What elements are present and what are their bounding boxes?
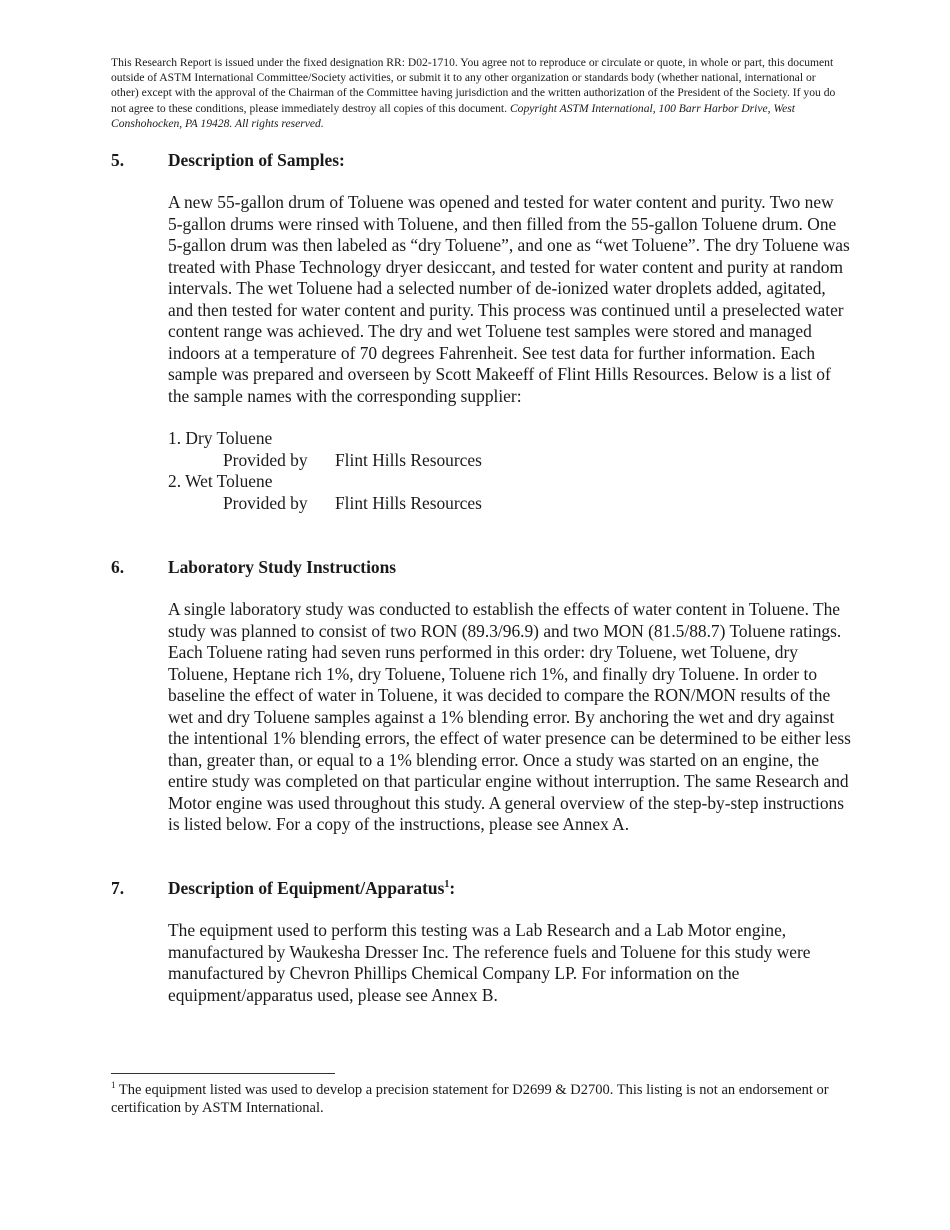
section-description-of-equipment [111, 877, 851, 1006]
footnote [111, 1081, 831, 1117]
section-laboratory-study-instructions [111, 556, 851, 836]
list-item [168, 428, 851, 471]
sample-list [168, 428, 851, 514]
section-description-of-samples [111, 149, 851, 514]
section-title: Description of Equipment/Apparatus [168, 878, 445, 898]
sample-name: 2. Wet Toluene [168, 471, 273, 491]
section-number: 6. [111, 557, 125, 577]
section-heading [111, 149, 851, 171]
list-item [168, 471, 851, 514]
footnote-marker: 1 [111, 1080, 116, 1090]
sample-supplier-line [168, 450, 851, 472]
section-paragraph: A new 55-gallon drum of Toluene was opened and tested for water content and purity. Two new 5-gallon drums were rinsed with Toluene, and then filled from the 55-gallon Toluene drum. One 5-gallon drum was then labeled as “dry Toluene”, and one as “wet Toluene”. The dry Toluene was treated with Phase Technology dryer desiccant, and tested for water content and purity at random intervals. The wet Toluene had a selected number of de-ionized water droplets added, agitated, and then tested for water content and purity. This process was continued until a preselected water content range was achieved. The dry and wet Toluene test samples were stored and managed indoors at a temperature of 70 degrees Fahrenheit. See test data for further information. Each sample was prepared and overseen by Scott Makeeff of Flint Hills Resources. Below is a list of the sample names with the corresponding supplier: [168, 192, 850, 406]
footnote-divider [111, 1073, 335, 1074]
section-number: 5. [111, 150, 125, 170]
section-number: 7. [111, 878, 125, 898]
section-title: Laboratory Study Instructions [168, 557, 397, 577]
section-paragraph: A single laboratory study was conducted to establish the effects of water content in Toluene. The study was planned to consist of two RON (89.3/96.9) and two MON (81.5/88.7) Toluene ratings. Each Toluene rating had seven runs performed in this order: dry Toluene, wet Toluene, dry Toluene, Heptane rich 1%, dry Toluene, Toluene rich 1%, and finally dry Toluene. In order to baseline the effect of water in Toluene, it was decided to compare the RON/MON results of the wet and dry Toluene samples against a 1% blending error. By anchoring the wet and dry against the intentional 1% blending errors, the effect of water presence can be determined to be either less than, greater than, or equal to a 1% blending error. Once a study was started on an engine, the entire study was completed on that particular engine without interruption. The same Research and Motor engine was used throughout this study. A general overview of the step-by-step instructions is listed below. For a copy of the instructions, please see Annex A. [168, 599, 851, 834]
sample-name: 1. Dry Toluene [168, 428, 273, 448]
section-body [168, 920, 851, 1006]
section-body [168, 599, 851, 836]
section-title: Description of Samples: [168, 150, 345, 170]
notice-text: This Research Report is issued under the fixed designation RR: D02-1710. You agree not to reproduce or circulate or quote, in whole or part, this document outside of ASTM International Committee/Society activities, or submit it to any other organization or standards body (whether national, international or other) except with the approval of the Chairman of the Committee having jurisdiction and the written authorization of the President of the Society. If you do not agree to these conditions, please immediately destroy all copies of this document. [111, 56, 836, 115]
notice-copyright: Copyright ASTM International, 100 Barr Harbor Drive, West Conshohocken, PA 19428. All rights reserved. [111, 101, 795, 130]
section-paragraph: The equipment used to perform this testing was a Lab Research and a Lab Motor engine, manufactured by Waukesha Dresser Inc. The reference fuels and Toluene for this study were manufactured by Chevron Phillips Chemical Company LP. For information on the equipment/apparatus used, please see Annex B. [168, 920, 811, 1005]
footnote-text: The equipment listed was used to develop a precision statement for D2699 & D2700. This listing is not an endorsement or certification by ASTM International. [111, 1082, 829, 1116]
section-title-suffix: : [449, 878, 456, 898]
copyright-notice [111, 55, 841, 131]
provided-by-label: Provided by [223, 492, 308, 513]
provided-by-label: Provided by [223, 449, 308, 470]
footnote-reference: 1 [444, 879, 450, 890]
section-heading [111, 556, 851, 578]
supplier-name: Flint Hills Resources [335, 492, 482, 513]
section-body [168, 192, 851, 407]
supplier-name: Flint Hills Resources [335, 449, 482, 470]
section-heading [111, 877, 851, 899]
sample-supplier-line [168, 493, 851, 515]
